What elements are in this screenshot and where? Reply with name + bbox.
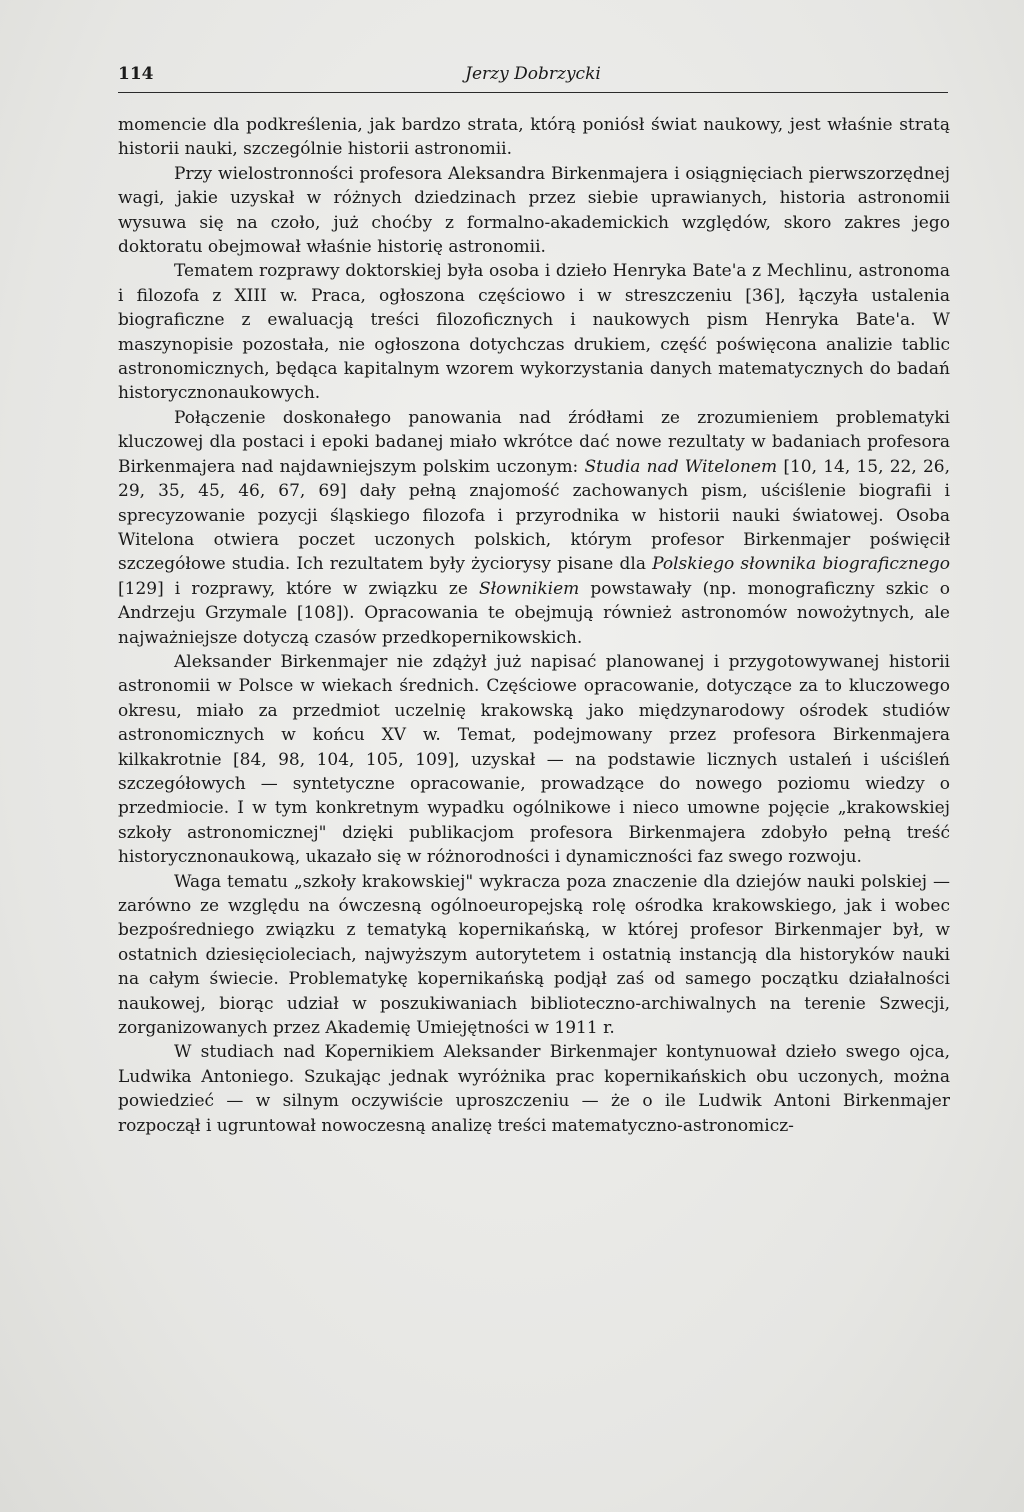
text-run: Przy wielostronności profesora Aleksandra Birkenmajera i osiągnięciach pierwszorzędnej wagi, jakie uzyskał w różnych dziedzinach przez siebie uprawianych, historia astronomii wysuwa się na czoło, już choćby z formalno-akademickich względów, skoro zakres jego doktoratu obejmował właśnie historię astronomii. [118,163,950,258]
italic-title: Polskiego słownika biograficznego [652,554,950,575]
italic-title: Studia nad Witelonem [584,456,778,477]
text-run: Tematem rozprawy doktorskiej była osoba i dzieło Henryka Bate'a z Mechlinu, astronoma i filozofa z XIII w. Praca, ogłoszona częściowo i w streszczeniu [36], łączyła ustalenia biograficzne z ewaluacją treści filozoficznych i naukowych pism Henryka Bate'a. W maszynopisie pozostała, nie ogłoszona dotychczas drukiem, część poświęcona analizie tablic astronomicznych, będąca kapitalnym wzorem wykorzystania danych matematycznych do badań historycznonaukowych. [118,261,950,404]
text-run: powstawały (np. monograficzny szkic o Andrzeju Grzymale [108]). Opracowania te obejmują również astronomów nowożytnych, ale najważniejsze dotyczą czasów przedkopernikowskich. [118,578,950,648]
text-run: momencie dla podkreślenia, jak bardzo strata, którą poniósł świat naukowy, jest właśnie stratą historii nauki, szczególnie historii astronomii. [118,115,950,160]
italic-title: Słownikiem [479,578,580,599]
text-run: Aleksander Birkenmajer nie zdążył już napisać planowanej i przygotowywanej historii astronomii w Polsce w wiekach średnich. Częściowe opracowanie, dotyczące za to kluczowego okresu, miało za przedmiot uczelnię krakowską jako międzynarodowy ośrodek studiów astronomicznych w końcu XV w. Temat, podejmowany przez profesora Birkenmajera kilkakrotnie [84, 98, 104, 105, 109], uzyskał — na podstawie licznych ustaleń i uściśleń szczegółowych — syntetyczne opracowanie, prowadzące do nowego poziomu wiedzy o przedmiocie. I w tym konkretnym wypadku ogólnikowe i nieco umowne pojęcie „krakowskiej szkoły astronomicznej" dzięki publikacjom profesora Birkenmajera zdobyło pełną treść historycznonaukową, ukazało się w różnorodności i dynamiczności faz swego rozwoju. [118,651,950,868]
body-text [118,113,950,1138]
page-header [118,62,948,93]
paragraph [118,650,950,870]
text-run: [10, 14, 15, 22, 26, 29, 35, 45, 46, 67, 69] dały pełną znajomość zachowanych pism, uściślenie biografii i sprecyzowanie pozycji śląskiego filozofa i przyrodnika w historii nauki światowej. Osoba Witelona otwiera poczet uczonych polskich, którym profesor Birkenmajer poświęcił szczegółowe studia. Ich rezultatem były życiorysy pisane dla [118,456,950,575]
paragraph [118,259,950,405]
paragraph [118,406,950,650]
running-head: Jerzy Dobrzycki [465,64,601,84]
page-number: 114 [118,64,154,84]
paragraph [118,870,950,1041]
text-run: W studiach nad Kopernikiem Aleksander Birkenmajer kontynuował dzieło swego ojca, Ludwika Antoniego. Szukając jednak wyróżnika prac kopernikańskich obu uczonych, można powiedzieć — w silnym oczywiście uproszczeniu — że o ile Ludwik Antoni Birkenmajer rozpoczął i ugruntował nowoczesną analizę treści matematyczno-astronomicz- [118,1042,950,1136]
paragraph [118,113,950,162]
paragraph [118,1040,950,1138]
paragraph [118,162,950,260]
text-run: Waga tematu „szkoły krakowskiej" wykracza poza znaczenie dla dziejów nauki polskiej — zarówno ze względu na ówczesną ogólnoeuropejską rolę ośrodka krakowskiego, jak i wobec bezpośredniego związku z tematyką kopernikańską, w której profesor Birkenmajer był, w ostatnich dziesięcioleciach, najwyższym autorytetem i ostatnią instancją dla historyków nauki na całym świecie. Problematykę kopernikańską podjął zaś od samego początku działalności naukowej, biorąc udział w poszukiwaniach biblioteczno-archiwalnych na terenie Szwecji, zorganizowanych przez Akademię Umiejętności w 1911 r. [118,871,950,1039]
text-run: [129] i rozprawy, które w związku ze [118,578,479,599]
text-run: Połączenie doskonałego panowania nad źródłami ze zrozumieniem problematyki kluczowej dla postaci i epoki badanej miało wkrótce dać nowe rezultaty w badaniach profesora Birkenmajera nad najdawniejszym polskim uczonym: [118,407,950,477]
